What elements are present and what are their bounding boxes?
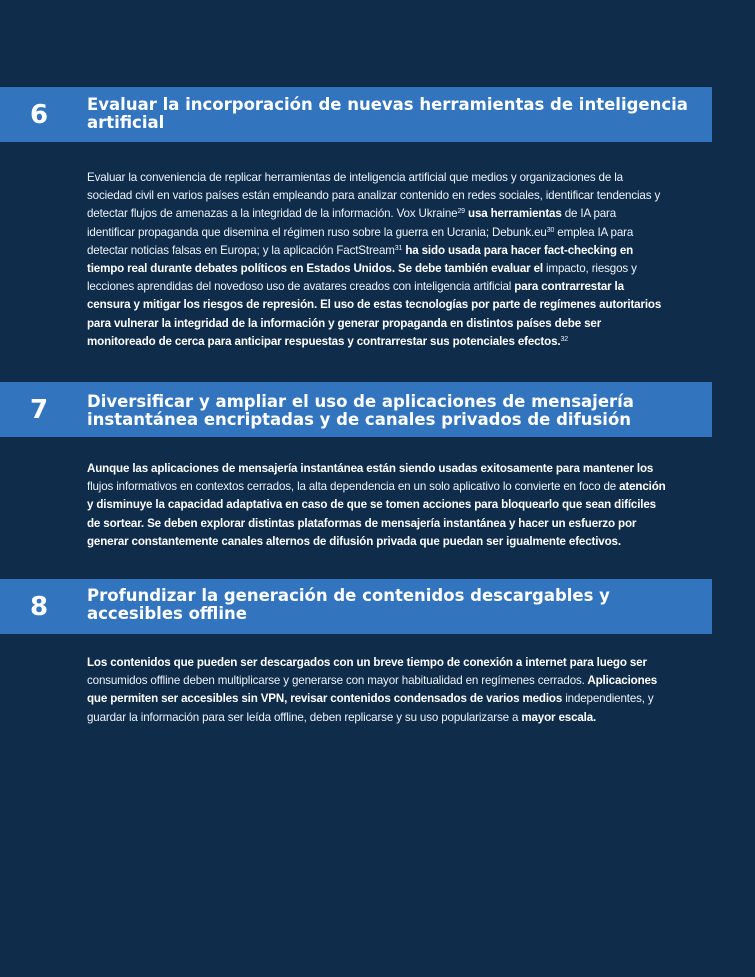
section-title: Diversificar y ampliar el uso de aplicaciones de mensajería instantánea encriptadas y de canales privados de difusión	[87, 392, 634, 429]
footnote-ref: 31	[394, 244, 403, 252]
body-text: flujos informativos en contextos cerrados, la alta dependencia en un solo aplicativo lo convierte en foco de	[87, 480, 617, 494]
body-text: consumidos offline deben multiplicarse y generarse con mayor habitualidad en regímenes cerrados.	[87, 674, 585, 688]
section-7-header	[0, 382, 712, 437]
body-text-bold: mayor escala.	[518, 710, 597, 724]
body-text-bold: usa herramientas	[464, 207, 562, 221]
section-7-body	[87, 460, 667, 551]
section-8-body	[87, 654, 667, 727]
body-text-bold: Los contenidos que pueden ser descargados con un breve tiempo de conexión a internet para luego ser	[87, 656, 647, 669]
section-number: 8	[30, 591, 49, 622]
body-text: Evaluar la conveniencia de replicar herramientas de inteligencia artificial que medios y organizaciones de la sociedad civil en varios países están empleando para analizar contenido en redes sociales, identificar tendencias y detectar flujos de amenazas a la integridad de la información. Vox Ukraine	[87, 171, 661, 221]
body-text-bold: atención y disminuye la capacidad adaptativa en caso de que se tomen acciones para bloquearlo que sean difíciles de sortear. Se deben explorar distintas plataformas de mensajería instantánea y hacer un esfuerzo por generar constantemente canales alternos de difusión privada que puedan ser igualmente efectivos.	[87, 480, 666, 548]
body-text-bold: para contrarrestar la censura y mitigar los riesgos de represión. El uso de estas tecnologías por parte de regímenes autoritarios para vulnerar la integridad de la información y generar propaganda en distintos países debe ser monitoreado de cerca para anticipar respuestas y contrarrestar sus potenciales efectos.	[87, 280, 662, 348]
body-text-bold: Aplicaciones que permiten ser accesibles sin VPN, revisar contenidos condensados de varios medios	[87, 674, 658, 706]
footnote-ref: 30	[546, 226, 555, 234]
body-text-bold: Aunque las aplicaciones de mensajería instantánea están siendo usadas exitosamente para mantener los	[87, 462, 654, 475]
body-text: independientes, y guardar la información para ser leída offline, deben replicarse y su uso popularizarse a	[87, 692, 654, 724]
section-6-body	[87, 169, 667, 351]
section-8-header	[0, 579, 712, 634]
body-text: impacto, riesgos y lecciones aprendidas del novedoso uso de avatares creados con inteligencia artificial	[87, 262, 637, 294]
body-text: emplea IA para detectar noticias falsas en Europa; y la aplicación FactStream	[87, 225, 634, 257]
section-title: Profundizar la generación de contenidos descargables y accesibles offline	[87, 586, 610, 623]
section-number: 7	[30, 394, 49, 425]
footnote-ref: 29	[457, 208, 465, 216]
section-title: Evaluar la incorporación de nuevas herramientas de inteligencia artificial	[87, 95, 688, 132]
section-6-header	[0, 87, 712, 142]
section-number: 6	[30, 99, 49, 130]
body-text-bold: ha sido usada para hacer fact-checking en tiempo real durante debates políticos en Estados Unidos. Se debe también evaluar el	[87, 243, 634, 276]
body-text: de IA para identificar propaganda que disemina el régimen ruso sobre la guerra en Ucrania; Debunk.eu	[87, 207, 617, 239]
footnote-ref: 32	[560, 335, 568, 343]
